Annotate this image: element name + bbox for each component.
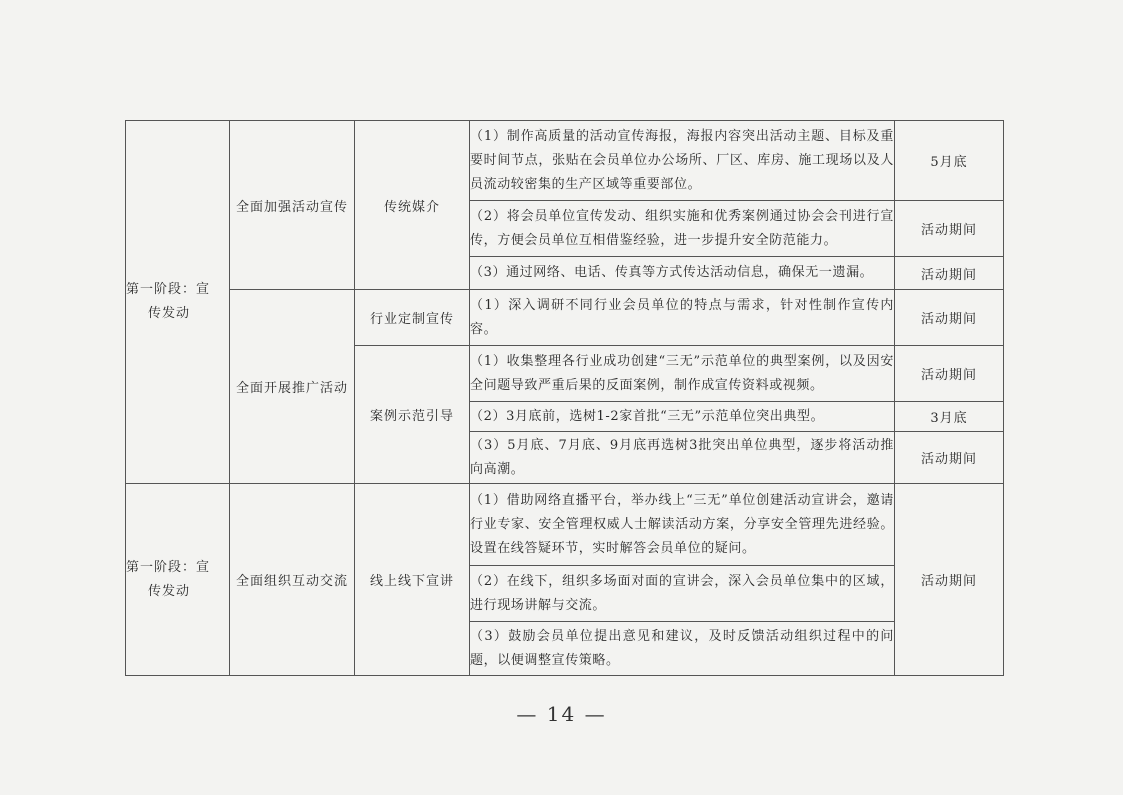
task-cell: 全面组织互动交流 [230,484,355,676]
method-cell: 案例示范引导 [355,346,470,484]
stage-label-line1: 第一阶段：宣 [126,282,211,297]
content-cell: （1）收集整理各行业成功创建“三无”示范单位的典型案例，以及因安全问题导致严重后果的反面案例，制作成宣传资料或视频。 [470,346,895,402]
page-number: — 14 — [516,702,607,726]
method-cell: 传统媒介 [355,121,470,290]
content-cell: （3）5月底、7月底、9月底再选树3批突出单位典型，逐步将活动推向高潮。 [470,432,895,484]
time-cell: 活动期间 [895,346,1004,402]
task-cell: 全面加强活动宣传 [230,121,355,290]
time-cell: 活动期间 [895,290,1004,346]
time-cell: 活动期间 [895,201,1004,257]
stage-cell [126,484,230,676]
time-cell: 活动期间 [895,484,1004,676]
content-cell: （3）鼓励会员单位提出意见和建议，及时反馈活动组织过程中的问题，以便调整宣传策略。 [470,622,895,676]
stage-cell [126,121,230,484]
task-cell: 全面开展推广活动 [230,290,355,484]
content-cell: （1）深入调研不同行业会员单位的特点与需求，针对性制作宣传内容。 [470,290,895,346]
content-cell: （1）制作高质量的活动宣传海报，海报内容突出活动主题、目标及重要时间节点，张贴在会员单位办公场所、厂区、库房、施工现场以及人员流动较密集的生产区域等重要部位。 [470,121,895,201]
content-cell: （2）3月底前，选树1-2家首批“三无”示范单位突出典型。 [470,402,895,432]
method-cell: 行业定制宣传 [355,290,470,346]
stage-label-line1: 第一阶段：宣 [126,559,211,575]
content-cell: （2）在线下，组织多场面对面的宣讲会，深入会员单位集中的区域，进行现场讲解与交流。 [470,566,895,622]
content-cell: （1）借助网络直播平台，举办线上“三无”单位创建活动宣讲会，邀请行业专家、安全管理权威人士解读活动方案，分享安全管理先进经验。设置在线答疑环节，实时解答会员单位的疑问。 [470,484,895,566]
content-cell: （2）将会员单位宣传发动、组织实施和优秀案例通过协会会刊进行宣传，方便会员单位互相借鉴经验，进一步提升安全防范能力。 [470,201,895,257]
stage-label-line2: 传发动 [148,583,191,599]
time-cell: 活动期间 [895,432,1004,484]
time-cell: 5月底 [895,121,1004,201]
table-row [126,484,1004,566]
time-cell: 活动期间 [895,257,1004,290]
table-row [126,290,1004,346]
content-cell: （3）通过网络、电话、传真等方式传达活动信息，确保无一遗漏。 [470,257,895,290]
time-cell: 3月底 [895,402,1004,432]
method-cell: 线上线下宣讲 [355,484,470,676]
stage-label-line2: 传发动 [148,306,191,321]
activity-plan-table [125,120,1004,676]
table-row [126,121,1004,201]
